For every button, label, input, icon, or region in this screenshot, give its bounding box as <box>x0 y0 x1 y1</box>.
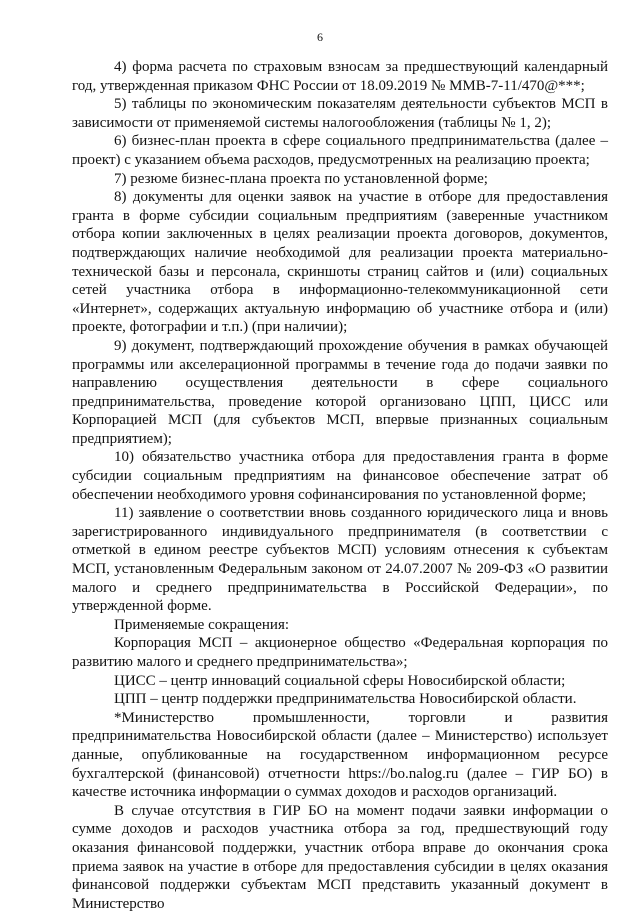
abbreviation-ciss: ЦИСС – центр инноваций социальной сферы Новосибирской области; <box>114 672 566 689</box>
abbreviations-heading: Применяемые сокращения: <box>114 616 290 633</box>
list-item-6: 6) бизнес-план проекта в сфере социального предпринимательства (далее – проект) с указанием объема расходов, предусмотренных на реализацию проекта; <box>72 133 608 168</box>
document-body <box>72 58 608 913</box>
page-number: 6 <box>317 30 323 44</box>
paragraph-gir-bo-absence: В случае отсутствия в ГИР БО на момент подачи заявки информации о сумме доходов и расходов участника отбора за год, предшествующий году оказания финансовой поддержки, участник отбора вправе до окончания срока приема заявок на участие в отборе для предоставления субсидии в целях оказания финансовой поддержки субъектам МСП представить указанный документ в Министерство <box>72 802 608 912</box>
list-item-9: 9) документ, подтверждающий прохождение обучения в рамках обучающей программы или акселерационной программы в течение года до подачи заявки по направлению осуществления деятельности в сфере социального предпринимательства, проведение которой организовано ЦПП, ЦИСС или Корпорацией МСП (для субъектов МСП, впервые признанных социальным предприятием); <box>72 337 608 447</box>
list-item-5: 5) таблицы по экономическим показателям деятельности субъектов МСП в зависимости от применяемой системы налогообложения (таблицы № 1, 2); <box>72 96 608 131</box>
abbreviation-msp-corporation: Корпорация МСП – акционерное общество «Федеральная корпорация по развитию малого и среднего предпринимательства»; <box>72 635 608 670</box>
list-item-10: 10) обязательство участника отбора для предоставления гранта в форме субсидии социальным предприятиям на финансовое обеспечение затрат об обеспечении необходимого уровня софинансирования по установленной форме; <box>72 449 608 503</box>
list-item-7: 7) резюме бизнес-плана проекта по установленной форме; <box>114 170 488 187</box>
list-item-11: 11) заявление о соответствии вновь созданного юридического лица и вновь зарегистрированного индивидуального предпринимателя (в соответствии с отметкой в едином реестре субъектов МСП) условиям отнесения к субъектам МСП, установленным Федеральным законом от 24.07.2007 № 209-ФЗ «О развитии малого и среднего предпринимательства в Российской Федерации», по утвержденной форме. <box>72 505 608 615</box>
list-item-8: 8) документы для оценки заявок на участие в отборе для предоставления гранта в форме субсидии социальным предприятиям (заверенные участником отбора копии заключенных в целях реализации проекта договоров, документов, подтверждающих наличие необходимой для реализации проекта материально-технической базы и персонала, скриншоты страниц сайтов и (или) социальных сетей участника отбора в информационно-телекоммуникационной сети «Интернет», содержащих актуальную информацию об участнике отбора и (или) проекте, фотографии и т.п.) (при наличии); <box>72 189 608 336</box>
abbreviation-cpp: ЦПП – центр поддержки предпринимательства Новосибирской области. <box>114 691 577 708</box>
footnote-ministry: *Министерство промышленности, торговли и развития предпринимательства Новосибирской области (далее – Министерство) использует данные, опубликованные на государственном информационном ресурсе бухгалтерской (финансовой) отчетности https://bo.nalog.ru (далее – ГИР БО) в качестве источника информации о суммах доходов и расходов организаций. <box>72 709 608 801</box>
list-item-4: 4) форма расчета по страховым взносам за предшествующий календарный год, утвержденная приказом ФНС России от 18.09.2019 № ММВ-7-11/470@***; <box>72 59 608 94</box>
